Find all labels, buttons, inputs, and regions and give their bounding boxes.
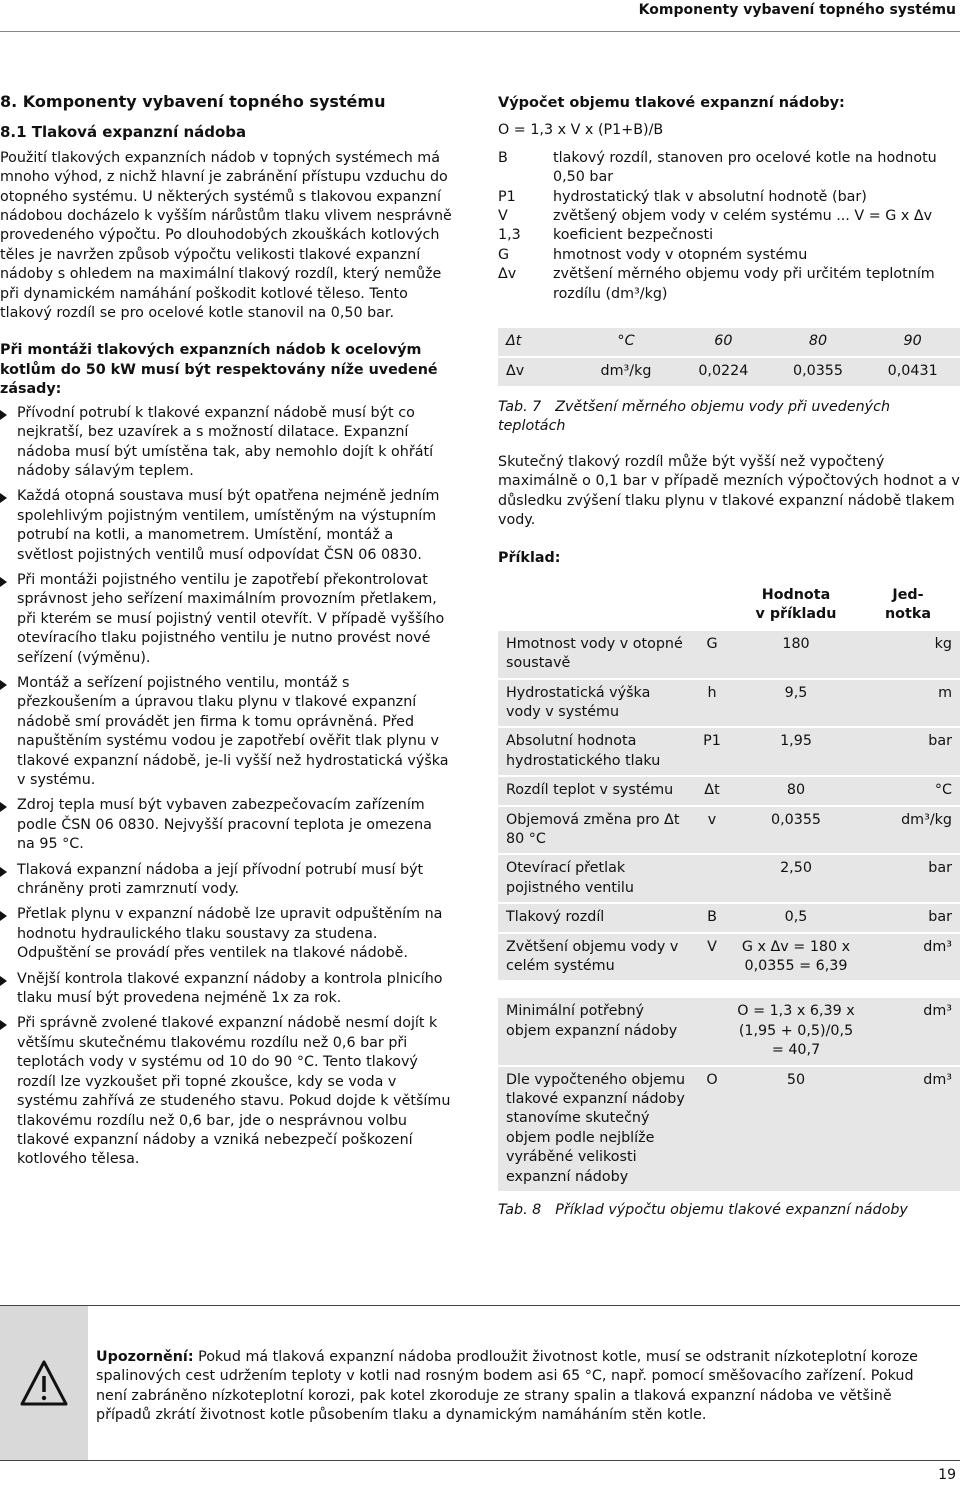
definition-text: zvětšený objem vody v celém systému ... V = G x Δv: [553, 208, 933, 225]
list-item: Při správně zvolené tlakové expanzní nádobě nesmí dojít k většímu skutečnému tlakovému rozdílu než 0,6 bar při teplotách vody v systému od 10 do 90 °C. Tento tlakový rozdíl lze vyzkoušet při topné zkoušce, kdy se voda v systému zahřívá ze studeného stavu. Pokud dojde k většímu tlakovému rozdílu než 0,6 bar, jde o nesprávnou volbu tlakové expanzní nádoby a vzniká nebezpečí poškození kotlového tělesa.: [0, 1014, 452, 1169]
table-cell: 90: [865, 327, 960, 357]
warning-box: [0, 1305, 960, 1461]
table-row: [498, 327, 960, 357]
right-column: [498, 94, 960, 1220]
table-cell: 0,0355: [771, 357, 866, 386]
table-cell: 0,0431: [865, 357, 960, 386]
table-row: Zvětšení objemu vody v celém systému V G x Δv = 180 x 0,0355 = 6,39 dm³: [498, 933, 960, 981]
definition-symbol: B: [498, 149, 508, 166]
pressure-paragraph: Skutečný tlakový rozdíl může být vyšší než vypočtený maximálně o 0,1 bar v případě mezních výpočtových hodnot a v důsledku zvýšení tlaku plynu v tlakové expanzní nádobě tlakem vody.: [498, 453, 960, 529]
page-header: [0, 0, 960, 32]
definition-text: hydrostatický tlak v absolutní hodnotě (bar): [553, 188, 867, 205]
definition-text: hmotnost vody v otopném systému: [553, 246, 808, 263]
table-header-row: [498, 586, 960, 630]
list-item: Tlaková expanzní nádoba a její přívodní potrubí musí být chráněny proti zamrznutí vody.: [0, 861, 452, 900]
table-cell: 0,0224: [676, 357, 771, 386]
bullet-arrow-icon: [0, 867, 7, 877]
list-item: Každá otopná soustava musí být opatřena nejméně jedním spolehlivým pojistným ventilem, umístěným na výstupním potrubí na kotli, a manometrem. Umístění, montáž a světlost pojistných ventilů musí odpovídat ČSN 06 0830.: [0, 487, 452, 565]
table-cell: 60: [676, 327, 771, 357]
list-item: Montáž a seřízení pojistného ventilu, montáž s přezkoušením a úpravou tlaku plynu v tlakové expanzní nádobě smí provádět jen firma k tomu oprávněná. Před napuštěním systému vodou je zapotřebí ověřit tlak plynu v tlakové expanzní nádobě, je-li vyšší než hydrostatická výška v systému.: [0, 674, 452, 790]
table-row: Rozdíl teplot v systému Δt 80 °C: [498, 776, 960, 805]
example-label: Příklad:: [498, 549, 561, 566]
table-row: Otevírací přetlak pojistného ventilu 2,50 bar: [498, 854, 960, 903]
definition-symbol: 1,3: [498, 227, 521, 244]
bullet-arrow-icon: [0, 976, 7, 986]
bullet-arrow-icon: [0, 802, 7, 812]
bullet-arrow-icon: [0, 680, 7, 690]
table-cell: dm³/kg: [576, 357, 676, 386]
principles-heading: Při montáži tlakových expanzních nádob k ocelovým kotlům do 50 kW musí být respektovány níže uvedené zásady:: [0, 342, 438, 398]
definition-symbol: Δv: [498, 266, 517, 283]
bullet-arrow-icon: [0, 410, 7, 420]
table-cell: °C: [576, 327, 676, 357]
list-item: Přívodní potrubí k tlakové expanzní nádobě musí být co nejkratší, bez uzavírek a s možností dilatace. Expanzní nádoba musí být umístěna tak, aby nemohlo dojít k ohřátí nádoby sálavým teplem.: [0, 404, 452, 482]
definitions-list: [498, 149, 960, 304]
list-item: Zdroj tepla musí být vybaven zabezpečovacím zařízením podle ČSN 06 0830. Nejvyšší pracovní teplota je omezena na 95 °C.: [0, 796, 452, 854]
header-title: Komponenty vybavení topného systému: [638, 2, 956, 18]
left-column: [0, 92, 452, 1176]
definition-symbol: P1: [498, 188, 516, 205]
section-title: 8. Komponenty vybavení topného systému: [0, 92, 386, 111]
warning-triangle-icon: [0, 1306, 88, 1460]
table-7-caption: Tab. 7 Zvětšení měrného objemu vody při uvedených teplotách: [498, 399, 891, 435]
list-item: Vnější kontrola tlakové expanzní nádoby a kontrola plnicího tlaku musí být provedena nejméně 1x za rok.: [0, 970, 452, 1009]
warning-stripe: [0, 1306, 88, 1460]
table-cell: Δv: [498, 357, 576, 386]
table-row: Minimální potřebný objem expanzní nádoby O = 1,3 x 6,39 x (1,95 + 0,5)/0,5 = 40,7 dm³: [498, 997, 960, 1065]
formula: O = 1,3 x V x (P1+B)/B: [498, 122, 664, 139]
definition-text: tlakový rozdíl, stanoven pro ocelové kotle na hodnotu 0,50 bar: [553, 149, 937, 186]
table-row: Tlakový rozdíl B 0,5 bar: [498, 903, 960, 932]
column-header-unit: Jed- notka: [856, 586, 960, 630]
definition-symbol: V: [498, 208, 508, 225]
table-7: [498, 326, 960, 386]
bullet-arrow-icon: [0, 577, 7, 587]
intro-paragraph: Použití tlakových expanzních nádob v topných systémech má mnoho výhod, z nichž hlavní je zabránění přístupu vzduchu do otopného systému. U některých systémů s tlakovou expanzní nádobou docházelo k vyšším nárůstům tlaku vlivem nesprávně provedeného výpočtu. Po dlouhodobých zkouškách kotlových těles je navržen způsob výpočtu velikosti tlakové expanzní nádoby s ohledem na maximální tlakový rozdíl, který nemůže při dynamickém namáhání poškodit kotlové těleso. Tento tlakový rozdíl se pro ocelové kotle stanovil na 0,50 bar.: [0, 149, 452, 322]
warning-text: Upozornění: Pokud má tlaková expanzní nádoba prodloužit životnost kotle, musí se odstranit nízkoteplotní koroze spalinových cest udržením teploty v kotli nad rosným bodem asi 65 °C, např. pomocí směšovacího zařízení. Pokud není zabráněno nízkoteplotní korozi, pak kotel zkoroduje ze strany spalin a tlaková expanzní nádoba ve většině případů zkrátí životnost kotle působením tlaku a dynamickým namáháním stěn kotle.: [96, 1349, 918, 1424]
principles-list: [0, 404, 452, 1170]
table-row: Absolutní hodnota hydrostatického tlaku P1 1,95 bar: [498, 727, 960, 776]
bullet-arrow-icon: [0, 1020, 7, 1030]
column-header-value: Hodnota v příkladu: [736, 586, 856, 630]
table-row: [498, 357, 960, 386]
table-row: Objemová změna pro Δt 80 °C v 0,0355 dm³/kg: [498, 806, 960, 855]
list-item: Při montáži pojistného ventilu je zapotřebí překontrolovat správnost jeho seřízení maximálním provozním přetlakem, při kterém se musí pojistný ventil otevřít. V případě vyššího otevíracího tlaku pojistného ventilu je nutno provést nové seřízení (výměnu).: [0, 571, 452, 668]
list-item: Přetlak plynu v expanzní nádobě lze upravit odpuštěním na hodnotu hydraulického tlaku soustavy za studena. Odpuštění se provádí přes ventilek na tlakové nádobě.: [0, 905, 452, 963]
page-number: 19: [938, 1467, 956, 1483]
calc-title: Výpočet objemu tlakové expanzní nádoby:: [498, 95, 845, 111]
table-cell: Δt: [498, 327, 576, 357]
definition-text: zvětšení měrného objemu vody při určitém teplotním rozdílu (dm³/kg): [553, 266, 935, 302]
definition-symbol: G: [498, 246, 510, 263]
bullet-arrow-icon: [0, 911, 7, 921]
bullet-arrow-icon: [0, 493, 7, 503]
table-8-caption: Tab. 8 Příklad výpočtu objemu tlakové expanzní nádoby: [498, 1202, 908, 1219]
table-row: Hydrostatická výška vody v systému h 9,5 m: [498, 679, 960, 728]
definition-text: koeficient bezpečnosti: [553, 227, 714, 244]
table-row: Dle vypočteného objemu tlakové expanzní nádoby stanovíme skutečný objem podle nejblíže vyráběné velikosti expanzní nádoby O 50 dm³: [498, 1066, 960, 1191]
table-cell: 80: [771, 327, 866, 357]
table-8: [498, 586, 960, 1191]
subsection-title: 8.1 Tlaková expanzní nádoba: [0, 123, 247, 142]
table-row: Hmotnost vody v otopné soustavě G 180 kg: [498, 630, 960, 679]
